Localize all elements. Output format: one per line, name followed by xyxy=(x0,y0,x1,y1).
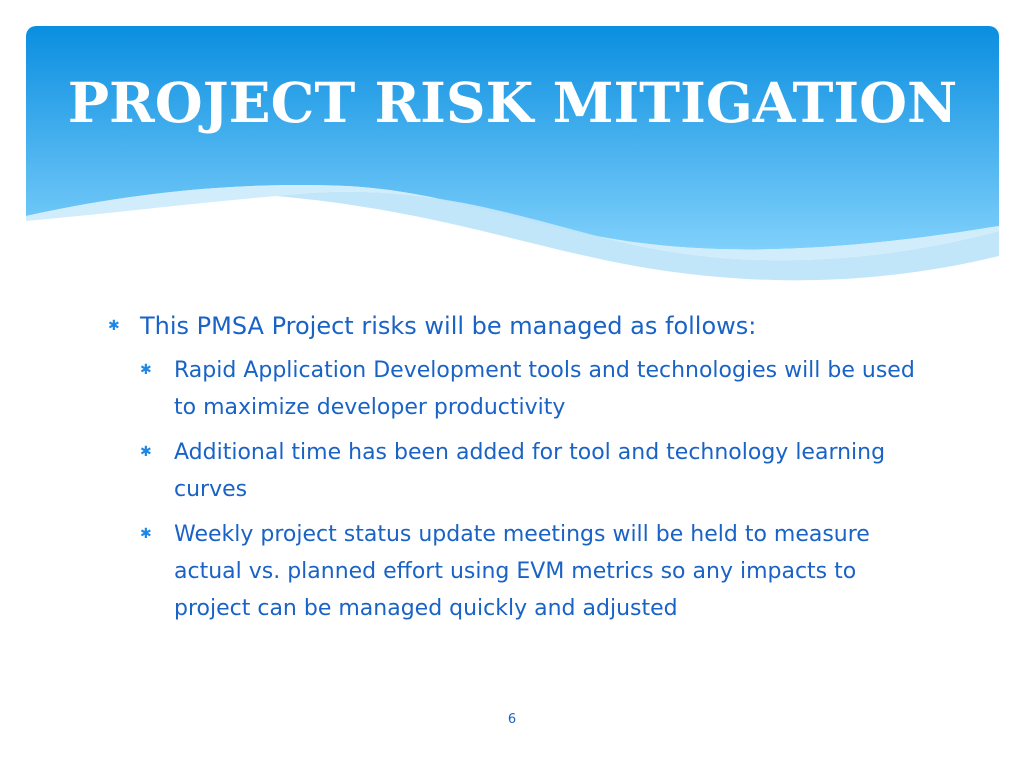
page-number: 6 xyxy=(507,712,517,727)
slide-content xyxy=(108,308,928,627)
asterisk-bullet-icon: ✱ xyxy=(140,526,152,542)
sub-bullet-item xyxy=(108,434,928,508)
asterisk-bullet-icon: ✱ xyxy=(140,362,152,378)
sub-bullet-text: Rapid Application Development tools and technologies will be used to maximize developer productivity xyxy=(174,358,915,420)
sub-bullet-item xyxy=(108,352,928,426)
sub-bullet-text: Additional time has been added for tool and technology learning curves xyxy=(174,440,886,502)
sub-bullet-item xyxy=(108,516,928,627)
bullet-item xyxy=(108,308,928,344)
sub-bullet-text: Weekly project status update meetings will be held to measure actual vs. planned effort using EVM metrics so any impacts to project can be managed quickly and adjusted xyxy=(174,522,870,621)
asterisk-bullet-icon: ✱ xyxy=(108,318,120,334)
asterisk-bullet-icon: ✱ xyxy=(140,444,152,460)
slide-title: PROJECT RISK MITIGATION xyxy=(67,70,958,135)
title-banner xyxy=(26,26,999,296)
wave-background xyxy=(26,26,999,296)
bullet-text: This PMSA Project risks will be managed as follows: xyxy=(140,312,757,340)
